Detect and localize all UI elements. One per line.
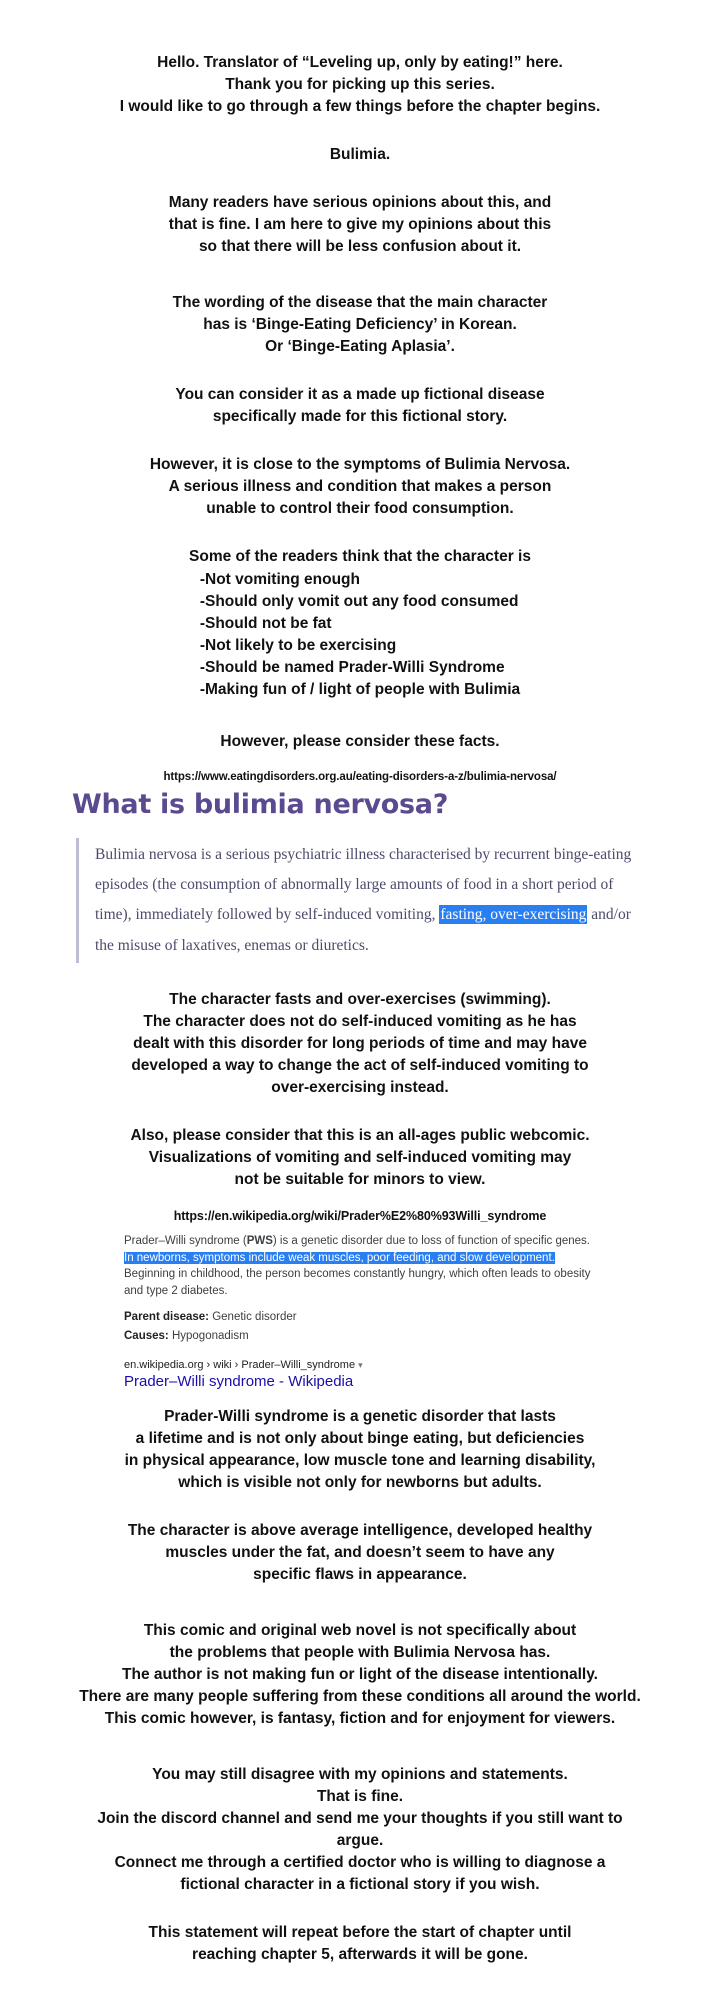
disclaimer-line-1: This comic and original web novel is not specifically about [143,1621,577,1639]
wording-line-3: Or ‘Binge-Eating Aplasia’. [265,338,455,355]
repeat-note-line-2: reaching chapter 5, afterwards it will be gone. [192,1945,528,1963]
snippet-highlight: In newborns, symptoms include weak muscles, poor feeding, and slow development. [124,1251,555,1264]
reader-opinions-list [72,546,648,701]
snippet-part-1: Prader–Willi syndrome ( [124,1234,247,1247]
symptoms-line-2: A serious illness and condition that makes a person [168,478,552,495]
intro-paragraph [72,52,648,118]
list-item: -Not vomiting enough [199,571,360,588]
character-traits-paragraph [72,1520,648,1586]
prader-willi-line-4: which is visible not only for newborns but adults. [178,1473,542,1491]
causes-label: Causes: [124,1330,169,1343]
prader-willi-line-1: Prader-Willi syndrome is a genetic disorder that lasts [164,1407,556,1425]
disagree-line-2: That is fine. [316,1787,404,1805]
snippet-part-2: ) is a genetic disorder due to loss of function of specific genes. [272,1234,590,1247]
list-item: -Should not be fat [199,615,332,632]
prader-willi-explained-paragraph [72,1406,648,1494]
all-ages-line-3: not be suitable for minors to view. [234,1170,486,1188]
all-ages-line-2: Visualizations of vomiting and self-induced vomiting may [148,1148,572,1166]
quote-text-part-1: Bulimia nervosa is a serious psychiatric illness characterised by recurrent binge-eating episodes (the consumption of abnormally large amounts of food in a short period of time), immediately followed by self-induced vomiting, [95,846,632,924]
snippet-bold-term: PWS [246,1234,273,1247]
disagree-line-1: You may still disagree with my opinions and statements. [152,1765,568,1783]
reader-opinions-heading: Some of the readers think that the character is [189,548,531,565]
wording-line-1: The wording of the disease that the main character [172,294,548,311]
topic-paragraph [72,144,648,166]
list-item: -Should only vomit out any food consumed [199,593,519,610]
intro-line-1: Hello. Translator of “Leveling up, only by eating!” here. [157,54,563,71]
bulimia-nervosa-heading: What is bulimia nervosa? [72,789,449,820]
wikipedia-snippet-text [124,1233,596,1300]
list-item: -Should be named Prader-Willi Syndrome [199,659,505,676]
character-traits-line-1: The character is above average intelligence, developed healthy [127,1521,593,1539]
wikipedia-snippet-card [124,1233,596,1345]
eating-disorders-source-url: https://www.eatingdisorders.org.au/eating-disorders-a-z/bulimia-nervosa/ [163,771,557,783]
disclaimer-paragraph [72,1620,648,1730]
disclaimer-line-3: The author is not making fun or light of the disease intentionally. [122,1665,598,1683]
disagree-line-3: Join the discord channel and send me your thoughts if you still want to argue. [97,1809,623,1849]
disagree-line-4: Connect me through a certified doctor who is willing to diagnose a [114,1853,606,1871]
list-item: -Not likely to be exercising [199,637,397,654]
disclaimer-line-2: the problems that people with Bulimia Nervosa has. [169,1643,551,1661]
consider-facts-line-1: However, please consider these facts. [220,733,500,750]
search-result-url [124,1359,596,1371]
symptoms-paragraph [72,454,648,520]
quote-text-part-2: and/or the misuse of laxatives, enemas or diuretics. [95,906,631,954]
list-item: -Making fun of / light of people with Bulimia [199,681,521,698]
causes-row [124,1328,596,1345]
chevron-down-icon: ▾ [358,1359,363,1370]
wikipedia-source-url: https://en.wikipedia.org/wiki/Prader%E2%80%93Willi_syndrome [173,1208,547,1223]
fictional-line-2: specifically made for this fictional story. [212,408,508,425]
repeat-note-paragraph [72,1922,648,1966]
fictional-line-1: You can consider it as a made up fictional disease [175,386,545,403]
disagree-paragraph [72,1764,648,1896]
parent-disease-row [124,1309,596,1326]
character-behavior-line-4: developed a way to change the act of self-induced vomiting to [131,1056,589,1074]
opinions-paragraph [72,192,648,258]
opinions-line-2: that is fine. I am here to give my opinions about this [168,216,552,233]
snippet-part-3: Beginning in childhood, the person becomes constantly hungry, which often leads to obesity and type 2 diabetes. [124,1268,591,1297]
all-ages-line-1: Also, please consider that this is an all-ages public webcomic. [130,1126,590,1144]
disclaimer-line-4: There are many people suffering from these conditions all around the world. [79,1687,641,1705]
symptoms-line-1: However, it is close to the symptoms of Bulimia Nervosa. [149,456,571,473]
opinions-line-3: so that there will be less confusion about it. [198,238,522,255]
all-ages-paragraph [72,1125,648,1191]
intro-line-3: I would like to go through a few things before the chapter begins. [119,98,601,115]
opinions-line-1: Many readers have serious opinions about this, and [168,194,552,211]
character-behavior-line-5: over-exercising instead. [271,1078,449,1096]
search-result-title-link[interactable]: Prader–Willi syndrome - Wikipedia [124,1372,354,1390]
character-behavior-line-2: The character does not do self-induced vomiting as he has [143,1012,577,1030]
bulimia-nervosa-quote [76,838,642,963]
search-result [124,1359,596,1390]
symptoms-line-3: unable to control their food consumption. [206,500,514,517]
character-traits-line-3: specific flaws in appearance. [253,1565,467,1583]
character-behavior-line-1: The character fasts and over-exercises (swimming). [169,990,551,1008]
character-behavior-line-3: dealt with this disorder for long periods of time and may have [133,1034,587,1052]
parent-disease-label: Parent disease: [124,1310,210,1323]
intro-line-2: Thank you for picking up this series. [225,76,495,93]
disagree-line-5: fictional character in a fictional story if you wish. [180,1875,540,1893]
repeat-note-line-1: This statement will repeat before the start of chapter until [148,1923,572,1941]
parent-disease-value: Genetic disorder [212,1310,297,1323]
character-behavior-paragraph [72,989,648,1099]
prader-willi-line-2: a lifetime and is not only about binge eating, but deficiencies [135,1429,585,1447]
disclaimer-line-5: This comic however, is fantasy, fiction and for enjoyment for viewers. [104,1709,616,1727]
character-traits-line-2: muscles under the fat, and doesn’t seem to have any [165,1543,555,1561]
wording-paragraph [72,292,648,358]
prader-willi-line-3: in physical appearance, low muscle tone and learning disability, [124,1451,596,1469]
fictional-paragraph [72,384,648,428]
topic-line-1: Bulimia. [329,146,391,163]
consider-facts-paragraph [72,731,648,753]
wording-line-2: has is ‘Binge-Eating Deficiency’ in Korean. [203,316,517,333]
quote-highlight: fasting, over-exercising [440,906,587,924]
causes-value: Hypogonadism [171,1330,249,1343]
search-result-url-text: en.wikipedia.org › wiki › Prader–Willi_syndrome [124,1358,356,1371]
